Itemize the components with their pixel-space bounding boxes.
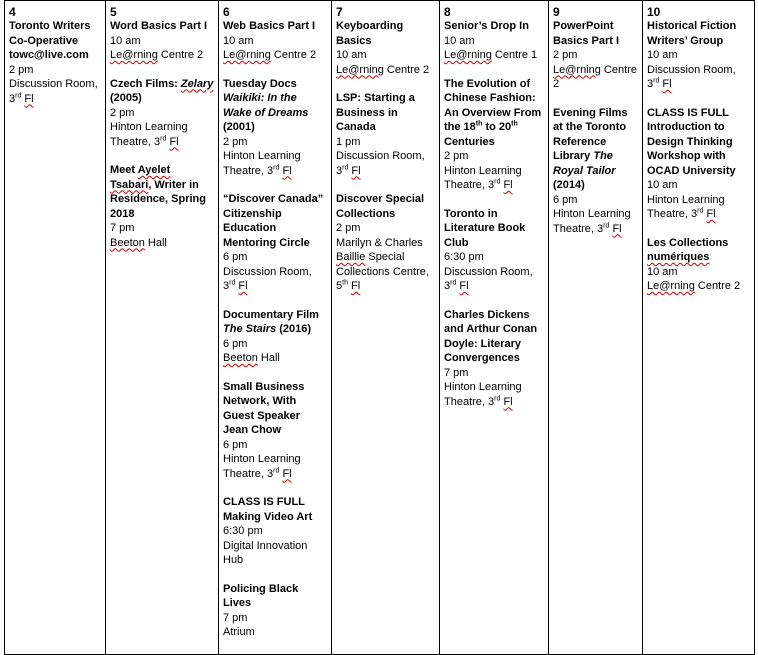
event-title: Toronto Writers Co-Operative towc@live.com [9,20,91,61]
event [223,19,327,63]
event-title-prefix: Tuesday Docs [223,77,297,90]
event-location: Beeton Hall [223,352,280,364]
event-title: Historical Fiction Writers’ Group [647,20,737,47]
event-title-suffix: (2005) [110,92,142,104]
event [223,192,327,294]
day-cell-10 [643,1,755,655]
event [553,106,638,237]
day-cell-7 [332,1,440,655]
event [647,236,750,294]
event [223,77,327,179]
event-location: Marilyn & Charles Baillie Special Collections Centre, 5th Fl [336,236,429,292]
event-time: 10 am [647,179,678,191]
event [444,19,544,63]
day-number: 9 [553,5,560,19]
day-cell-8 [440,1,549,655]
event-time: 6 pm [223,251,248,263]
event-title-suffix: (2001) [223,121,255,133]
event-title: Les Collections numériques [647,236,729,263]
event-title: PowerPoint Basics Part I [553,20,620,47]
event-location: Hinton Learning Theatre, 3rd Fl [223,150,301,177]
day-cell-9 [549,1,643,655]
event-title: “Discover Canada” Citizenship Education Mentoring Circle [223,193,324,249]
event [223,582,327,640]
event-time: 7 pm [110,222,135,234]
event-time: 10 am [647,49,678,61]
event-location: Hinton Learning Theatre, 3rd Fl [647,193,725,220]
event-location: Le@rning Centre 2 [553,63,637,90]
event-time: 7 pm [444,366,469,379]
event-title-suffix: (2014) [553,179,585,191]
event-title-prefix: Evening Films at the Toronto Reference Library [553,106,628,162]
event [223,495,327,568]
event-time: 2 pm [553,49,578,61]
event-time: 6 pm [223,438,248,451]
event-title: CLASS IS FULL Introduction to Design Thinking Workshop with OCAD University [647,106,736,177]
calendar-week-row [5,1,755,655]
event-title-prefix: Documentary Film [223,308,319,321]
event-location: Le@rning Centre 2 [223,49,317,61]
day-number: 4 [9,5,16,19]
event-title-prefix: Czech Films: [110,77,178,90]
event-time: 10 am [647,265,678,278]
day-cell-4 [5,1,106,655]
event-location: Hinton Learning Theatre, 3rd Fl [110,121,188,148]
event-location: Digital Innovation Hub [223,539,308,566]
event [444,207,544,294]
event-location: Discussion Room, 3rd Fl [444,265,533,292]
event-title: Toronto in Literature Book Club [444,207,526,249]
event-title: LSP: Starting a Business in Canada [336,92,415,133]
event [444,77,544,193]
event [647,19,750,92]
event-time: 10 am [336,49,367,61]
event [336,192,435,294]
event [9,19,101,106]
day-number: 10 [647,5,661,19]
event-location: Le@rning Centre 2 [110,49,204,61]
calendar-week-table [4,0,755,655]
event-location: Beeton Hall [110,236,167,249]
event-time: 10 am [444,34,475,47]
day-number: 8 [444,5,451,19]
event-title: Small Business Network, With Guest Speaker Jean Chow [223,380,305,436]
event-time: 6:30 pm [223,525,263,537]
event [553,19,638,92]
event-location: Discussion Room, 3rd Fl [336,150,425,177]
event-title [223,77,327,135]
event-time: 6 pm [553,193,578,206]
event-film-title: The Stairs [223,323,277,335]
event-title: Keyboarding Basics [336,20,404,47]
event-time: 2 pm [9,63,34,76]
event-title: CLASS IS FULL Making Video Art [223,496,313,523]
event-title: The Evolution of Chinese Fashion: An Overview From the 18th to 20th Centuries [444,77,542,148]
event-title: Senior’s Drop In [444,20,529,32]
event-location: Hinton Learning Theatre, 3rd Fl [444,164,522,191]
event-location: Discussion Room, 3rd Fl [647,63,736,90]
event [336,19,435,77]
day-number: 5 [110,5,117,19]
event [110,19,214,63]
event-title [110,77,214,106]
event-location: Discussion Room, 3rd Fl [9,78,98,105]
event [223,380,327,482]
event-title: Discover Special Collections [336,193,425,220]
day-cell-5 [106,1,219,655]
event-title [223,308,327,337]
event-location: Le@rning Centre 1 [444,49,538,61]
event-time: 10 am [223,34,254,47]
event-title: Charles Dickens and Arthur Conan Doyle: Literary Convergences [444,308,538,364]
event-time: 2 pm [444,150,469,162]
event-time: 7 pm [223,611,248,624]
event-title [553,106,638,193]
event [110,77,214,150]
event-title: Policing Black Lives [223,582,299,609]
event-time: 2 pm [110,106,135,119]
event-time: 10 am [110,34,141,47]
day-number: 6 [223,5,230,19]
day-number: 7 [336,5,343,19]
event-location: Atrium [223,626,255,638]
event-time: 6:30 pm [444,251,484,263]
event-location: Le@rning Centre 2 [336,63,430,76]
event-title: Meet Ayelet Tsabari, Writer in Residence, Spring 2018 [110,164,206,220]
event-title: Word Basics Part I [110,20,207,32]
event-location: Discussion Room, 3rd Fl [223,265,312,292]
event [647,106,750,222]
event-title-suffix: (2016) [279,323,312,335]
event-film-title: Waikiki: In the Wake of Dreams [223,92,309,119]
event-location: Hinton Learning Theatre, 3rd Fl [553,208,631,235]
event-location: Hinton Learning Theatre, 3rd Fl [223,453,301,480]
event-time: 2 pm [223,135,248,148]
event-time: 6 pm [223,337,248,350]
event-time: 1 pm [336,135,361,148]
event-title: Web Basics Part I [223,20,316,32]
event-location: Le@rning Centre 2 [647,280,741,292]
event [444,308,544,410]
event-film-title: The Royal Tailor [553,150,616,177]
event [336,91,435,178]
event [110,163,214,250]
event-time: 2 pm [336,222,361,234]
event [223,308,327,366]
day-cell-6 [219,1,332,655]
event-film-title: Zelary [180,77,214,90]
event-location: Hinton Learning Theatre, 3rd Fl [444,381,522,408]
